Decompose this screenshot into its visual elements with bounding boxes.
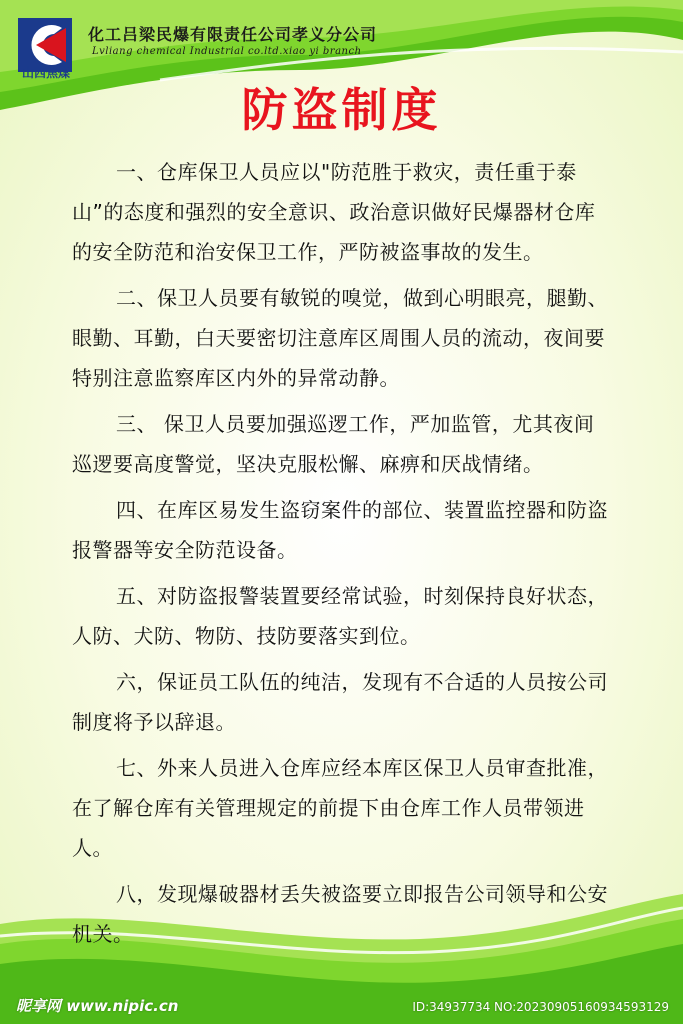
- regulation-item-1: 一、仓库保卫人员应以"防范胜于救灾，责任重于泰山”的态度和强烈的安全意识、政治意识做好民爆器材仓库的安全防范和治安保卫工作，严防被盗事故的发生。: [72, 160, 596, 264]
- company-name-chinese: 化工吕梁民爆有限责任公司孝义分公司: [88, 25, 378, 44]
- regulation-item-5: 五、对防盗报警装置要经常试验，时刻保持良好状态，人防、犬防、物防、技防要落实到位。: [72, 584, 608, 648]
- regulation-item-2: 二、保卫人员要有敏锐的嗅觉，做到心明眼亮，腿勤、眼勤、耳勤，白天要密切注意库区周围人员的流动，夜间要特别注意监察库区内外的异常动静。: [72, 286, 608, 390]
- company-name-english: Lvliang chemical Industrial co.ltd.xiao yi branch: [92, 46, 362, 57]
- logo-caption: 山西焦煤: [21, 66, 70, 80]
- page-title: 防盗制度: [241, 83, 442, 137]
- regulation-item-4: 四、在库区易发生盗窃案件的部位、装置监控器和防盗报警器等安全防范设备。: [72, 498, 608, 562]
- regulation-item-8: 八，发现爆破器材丢失被盗要立即报告公司领导和公安机关。: [72, 882, 608, 946]
- regulation-item-7: 七、外来人员进入仓库应经本库区保卫人员审查批准，在了解仓库有关管理规定的前提下由仓库工作人员带领进人。: [72, 756, 608, 860]
- regulation-list: [72, 152, 612, 960]
- image-id-watermark: ID:34937734 NO:20230905160934593129: [412, 1000, 669, 1014]
- regulation-item-3: 三、 保卫人员要加强巡逻工作，严加监管，尤其夜间巡逻要高度警觉，坚决克服松懈、麻痹和厌战情绪。: [72, 412, 595, 476]
- regulation-item-6: 六，保证员工队伍的纯洁，发现有不合适的人员按公司制度将予以辞退。: [72, 670, 608, 734]
- site-watermark: 昵享网 www.nipic.cn: [16, 997, 179, 1015]
